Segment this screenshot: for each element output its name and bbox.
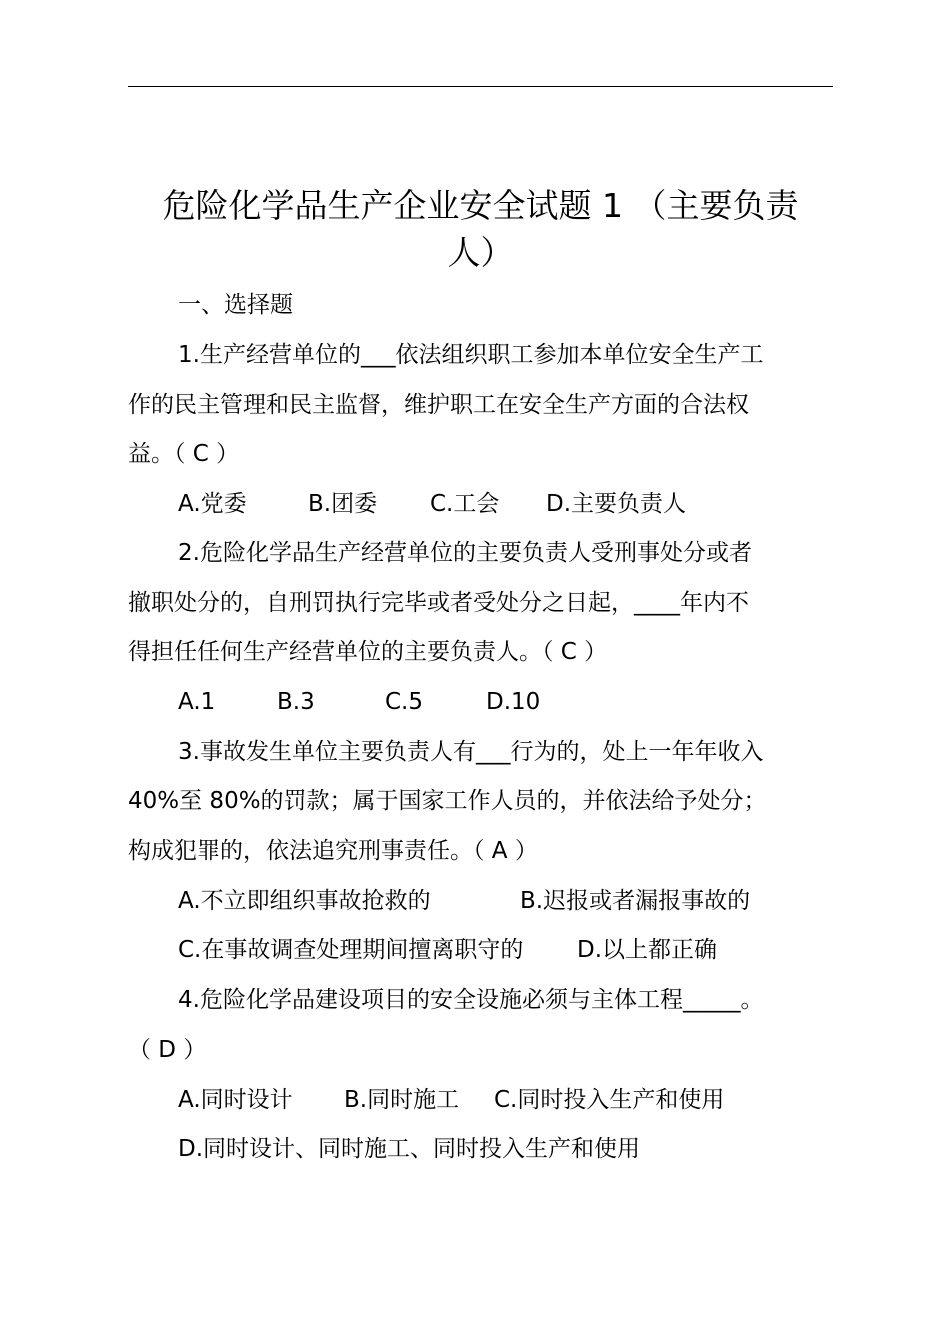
question-4-line-2: （ D ） — [128, 1037, 207, 1063]
question-2-option-c: C.5 — [385, 689, 424, 715]
question-1-option-b: B.团委 — [308, 491, 378, 517]
question-3-option-b: B.迟报或者漏报事故的 — [520, 888, 751, 914]
question-3-line-2: 40%至 80%的罚款；属于国家工作人员的，并依法给予处分； — [128, 788, 767, 814]
question-1-option-d: D.主要负责人 — [546, 491, 687, 517]
question-1-option-a: A.党委 — [178, 491, 247, 517]
question-2-option-b: B.3 — [277, 689, 315, 715]
question-2-line-1: 2.危险化学品生产经营单位的主要负责人受刑事处分或者 — [178, 540, 752, 566]
question-1-line-2: 作的民主管理和民主监督，维护职工在安全生产方面的合法权 — [128, 392, 749, 418]
question-2-line-2: 撤职处分的，自刑罚执行完毕或者受处分之日起，____年内不 — [128, 590, 749, 616]
header-rule — [128, 86, 833, 87]
question-3-line-3: 构成犯罪的，依法追究刑事责任。（ A ） — [128, 838, 538, 864]
question-4-option-d: D.同时设计、同时施工、同时投入生产和使用 — [178, 1136, 641, 1162]
question-4-line-1: 4.危险化学品建设项目的安全设施必须与主体工程_____。 — [178, 987, 764, 1013]
document-title — [128, 182, 833, 276]
question-4-option-c: C.同时投入生产和使用 — [494, 1087, 725, 1113]
question-3-option-d: D.以上都正确 — [577, 937, 718, 963]
question-2-line-3: 得担任任何生产经营单位的主要负责人。（ C ） — [128, 639, 608, 665]
title-line-1: 危险化学品生产企业安全试题 1 （主要负责 — [162, 186, 799, 225]
question-1-option-c: C.工会 — [430, 491, 500, 517]
question-1-line-3: 益。（ C ） — [128, 441, 240, 467]
section-heading: 一、选择题 — [178, 292, 293, 318]
question-2-option-a: A.1 — [178, 689, 216, 715]
question-4-option-b: B.同时施工 — [344, 1087, 460, 1113]
title-line-2: 人） — [447, 233, 514, 272]
question-2-option-d: D.10 — [486, 689, 541, 715]
question-1-line-1: 1.生产经营单位的___依法组织职工参加本单位安全生产工 — [178, 342, 764, 368]
question-4-option-a: A.同时设计 — [178, 1087, 293, 1113]
question-3-option-a: A.不立即组织事故抢救的 — [178, 888, 431, 914]
question-3-line-1: 3.事故发生单位主要负责人有___行为的，处上一年年收入 — [178, 739, 764, 765]
question-3-option-c: C.在事故调查处理期间擅离职守的 — [178, 937, 524, 963]
